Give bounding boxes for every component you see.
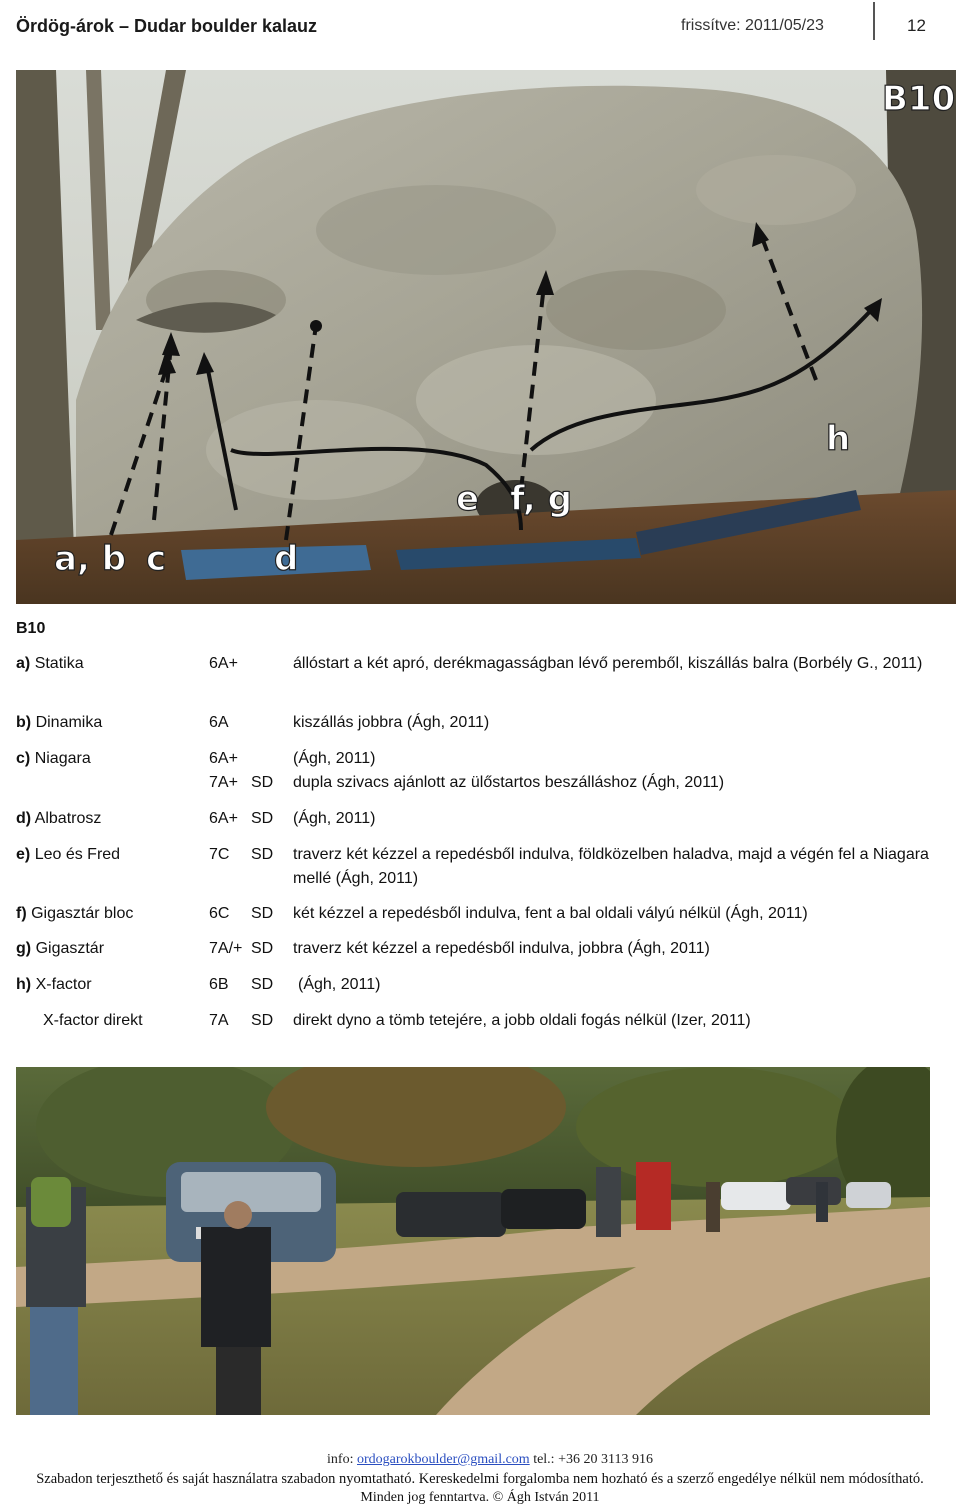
route-label-c: c: [146, 539, 167, 579]
problem-name: [16, 652, 84, 676]
problem-description: kiszállás jobbra (Ágh, 2011): [293, 714, 490, 731]
problem-row: [16, 973, 960, 997]
copyright-notice: Minden jog fenntartva. © Ágh István 2011: [360, 1490, 600, 1505]
problem-row: [16, 652, 960, 700]
problem-grade: 6A+: [209, 655, 238, 672]
problem-name-text: Albatrosz: [34, 810, 102, 827]
problem-row: [16, 843, 960, 891]
problem-name-text: Gigasztár bloc: [31, 905, 134, 922]
problem-grade: 7A/+: [209, 940, 243, 957]
route-label-e: e: [456, 479, 480, 519]
problem-sd: SD: [251, 846, 274, 863]
problem-variant-row: [16, 1009, 960, 1033]
problem-grade: 7A: [209, 1012, 229, 1029]
problem-letter: h): [16, 976, 32, 993]
problem-sd: SD: [251, 1012, 274, 1029]
problem-sd: SD: [251, 976, 274, 993]
problem-letter: d): [16, 810, 32, 827]
problem-row: [16, 902, 960, 926]
problem-name-text: Gigasztár: [35, 940, 105, 957]
problem-letter: c): [16, 750, 31, 767]
problem-row: [16, 807, 960, 831]
block-label: B10: [882, 79, 956, 119]
problem-name-text: Statika: [34, 655, 84, 672]
problem-grade: 6A+: [209, 750, 238, 767]
problem-description: (Ágh, 2011): [298, 976, 381, 993]
problem-name-text: Dinamika: [35, 714, 103, 731]
problem-row: [16, 937, 960, 961]
parking-image: [16, 1067, 930, 1415]
problem-name-text: Leo és Fred: [34, 846, 121, 863]
problem-name: [16, 843, 120, 867]
problem-letter: e): [16, 846, 31, 863]
problem-description: dupla szivacs ajánlott az ülőstartos beszálláshoz (Ágh, 2011): [293, 774, 725, 791]
problem-sd: SD: [251, 940, 274, 957]
problem-grade: 7C: [209, 846, 230, 863]
problem-name-text: Niagara: [34, 750, 91, 767]
email-link[interactable]: ordogarokboulder@gmail.com: [357, 1452, 530, 1467]
footer-contact: [260, 1452, 720, 1468]
problem-grade: 7A+: [209, 774, 238, 791]
page-header: [0, 0, 960, 56]
problem-description: traverz két kézzel a repedésből indulva, földközelben haladva, majd a végén fel a Niagara mellé (Ágh, 2011): [293, 846, 929, 887]
problem-name: [16, 937, 104, 961]
contact-prefix: info:: [327, 1452, 354, 1467]
route-label-d: d: [274, 539, 299, 579]
problem-description: traverz két kézzel a repedésből indulva, jobbra (Ágh, 2011): [293, 940, 710, 957]
problem-description: állóstart a két apró, derékmagasságban lévő peremből, kiszállás balra (Borbély G., 2011): [293, 655, 923, 672]
section-code: B10: [16, 620, 46, 637]
updated-date: frissítve: 2011/05/23: [681, 17, 824, 34]
problem-name: [16, 747, 91, 771]
license-notice: Szabadon terjeszthető és saját használatra szabadon nyomtatható. Kereskedelmi forgalomba nem hozható és a szerző engedélye nélkül nem módosítható.: [36, 1471, 924, 1487]
phone-number: tel.: +36 20 3113 916: [533, 1452, 653, 1467]
boulder-topo-photo: [16, 70, 956, 604]
problem-variant-row: [16, 771, 960, 795]
problem-name: [16, 973, 92, 997]
problem-description: (Ágh, 2011): [293, 810, 376, 827]
problem-name: [16, 902, 133, 926]
header-divider: [873, 2, 875, 40]
problem-letter: g): [16, 940, 32, 957]
problem-grade: 6B: [209, 976, 229, 993]
problem-name: X-factor direkt: [43, 1012, 143, 1029]
problem-letter: f): [16, 905, 27, 922]
problem-name-text: X-factor: [35, 976, 92, 993]
guide-title: Ördög-árok – Dudar boulder kalauz: [16, 16, 318, 36]
problem-name: [16, 807, 101, 831]
problem-row: [16, 747, 960, 771]
problem-letter: b): [16, 714, 32, 731]
problem-description: két kézzel a repedésből indulva, fent a bal oldali vályú nélkül (Ágh, 2011): [293, 905, 808, 922]
page-number: 12: [907, 16, 926, 35]
route-label-ab: a, b: [54, 539, 127, 579]
problem-grade: 6C: [209, 905, 230, 922]
problem-description: (Ágh, 2011): [293, 750, 376, 767]
parking-photo: [16, 1067, 930, 1415]
boulder-topo-image: [16, 70, 956, 604]
problem-sd: SD: [251, 810, 274, 827]
problem-letter: a): [16, 655, 31, 672]
problem-row: [16, 711, 960, 735]
problem-sd: SD: [251, 774, 274, 791]
problem-grade: 6A+: [209, 810, 238, 827]
problem-grade: 6A: [209, 714, 229, 731]
problem-description: direkt dyno a tömb tetejére, a jobb oldali fogás nélkül (Izer, 2011): [293, 1012, 751, 1029]
problem-name: [16, 711, 102, 735]
problem-sd: SD: [251, 905, 274, 922]
route-label-h: h: [826, 419, 851, 459]
route-label-fg: f, g: [510, 479, 573, 519]
